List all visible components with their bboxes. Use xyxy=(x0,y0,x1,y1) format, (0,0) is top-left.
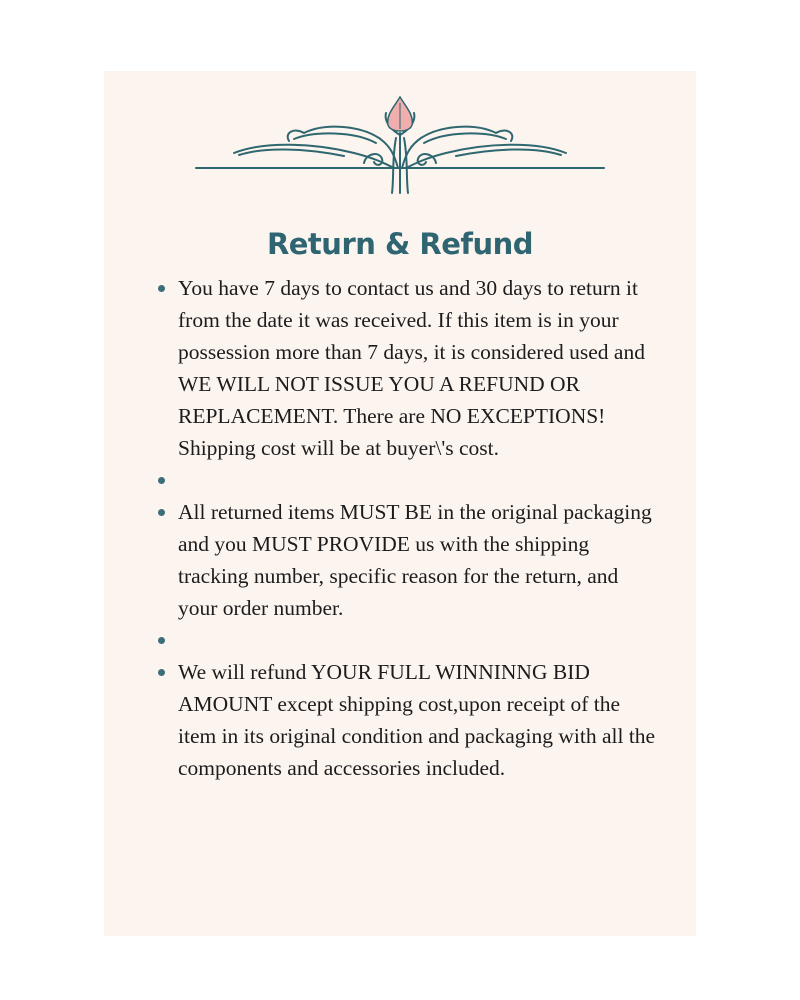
policy-text: All returned items MUST BE in the original packaging and you MUST PROVIDE us with the shipping tracking number, specific reason for the return, and your order number. xyxy=(178,500,652,620)
bullet-icon xyxy=(158,285,165,292)
bullet-icon xyxy=(158,669,165,676)
list-item xyxy=(152,464,662,496)
policy-card xyxy=(104,71,696,936)
list-item xyxy=(152,272,662,464)
bullet-icon xyxy=(158,637,165,644)
page-title: Return & Refund xyxy=(266,227,534,261)
policy-text: We will refund YOUR FULL WINNINNG BID AMOUNT except shipping cost,upon receipt of the item in its original condition and packaging with all the components and accessories included. xyxy=(178,660,656,780)
list-item xyxy=(152,656,662,784)
bullet-icon xyxy=(158,477,165,484)
decorative-flourish-icon xyxy=(194,93,606,198)
policy-text: You have 7 days to contact us and 30 days to return it from the date it was received. If this item is in your possession more than 7 days, it is considered used and WE WILL NOT ISSUE YOU A REFUND OR REPLACEMENT. There are NO EXCEPTIONS! Shipping cost will be at buyer\'s cost. xyxy=(178,276,645,460)
policy-list xyxy=(152,272,662,784)
bullet-icon xyxy=(158,509,165,516)
list-item xyxy=(152,496,662,624)
list-item xyxy=(152,624,662,656)
